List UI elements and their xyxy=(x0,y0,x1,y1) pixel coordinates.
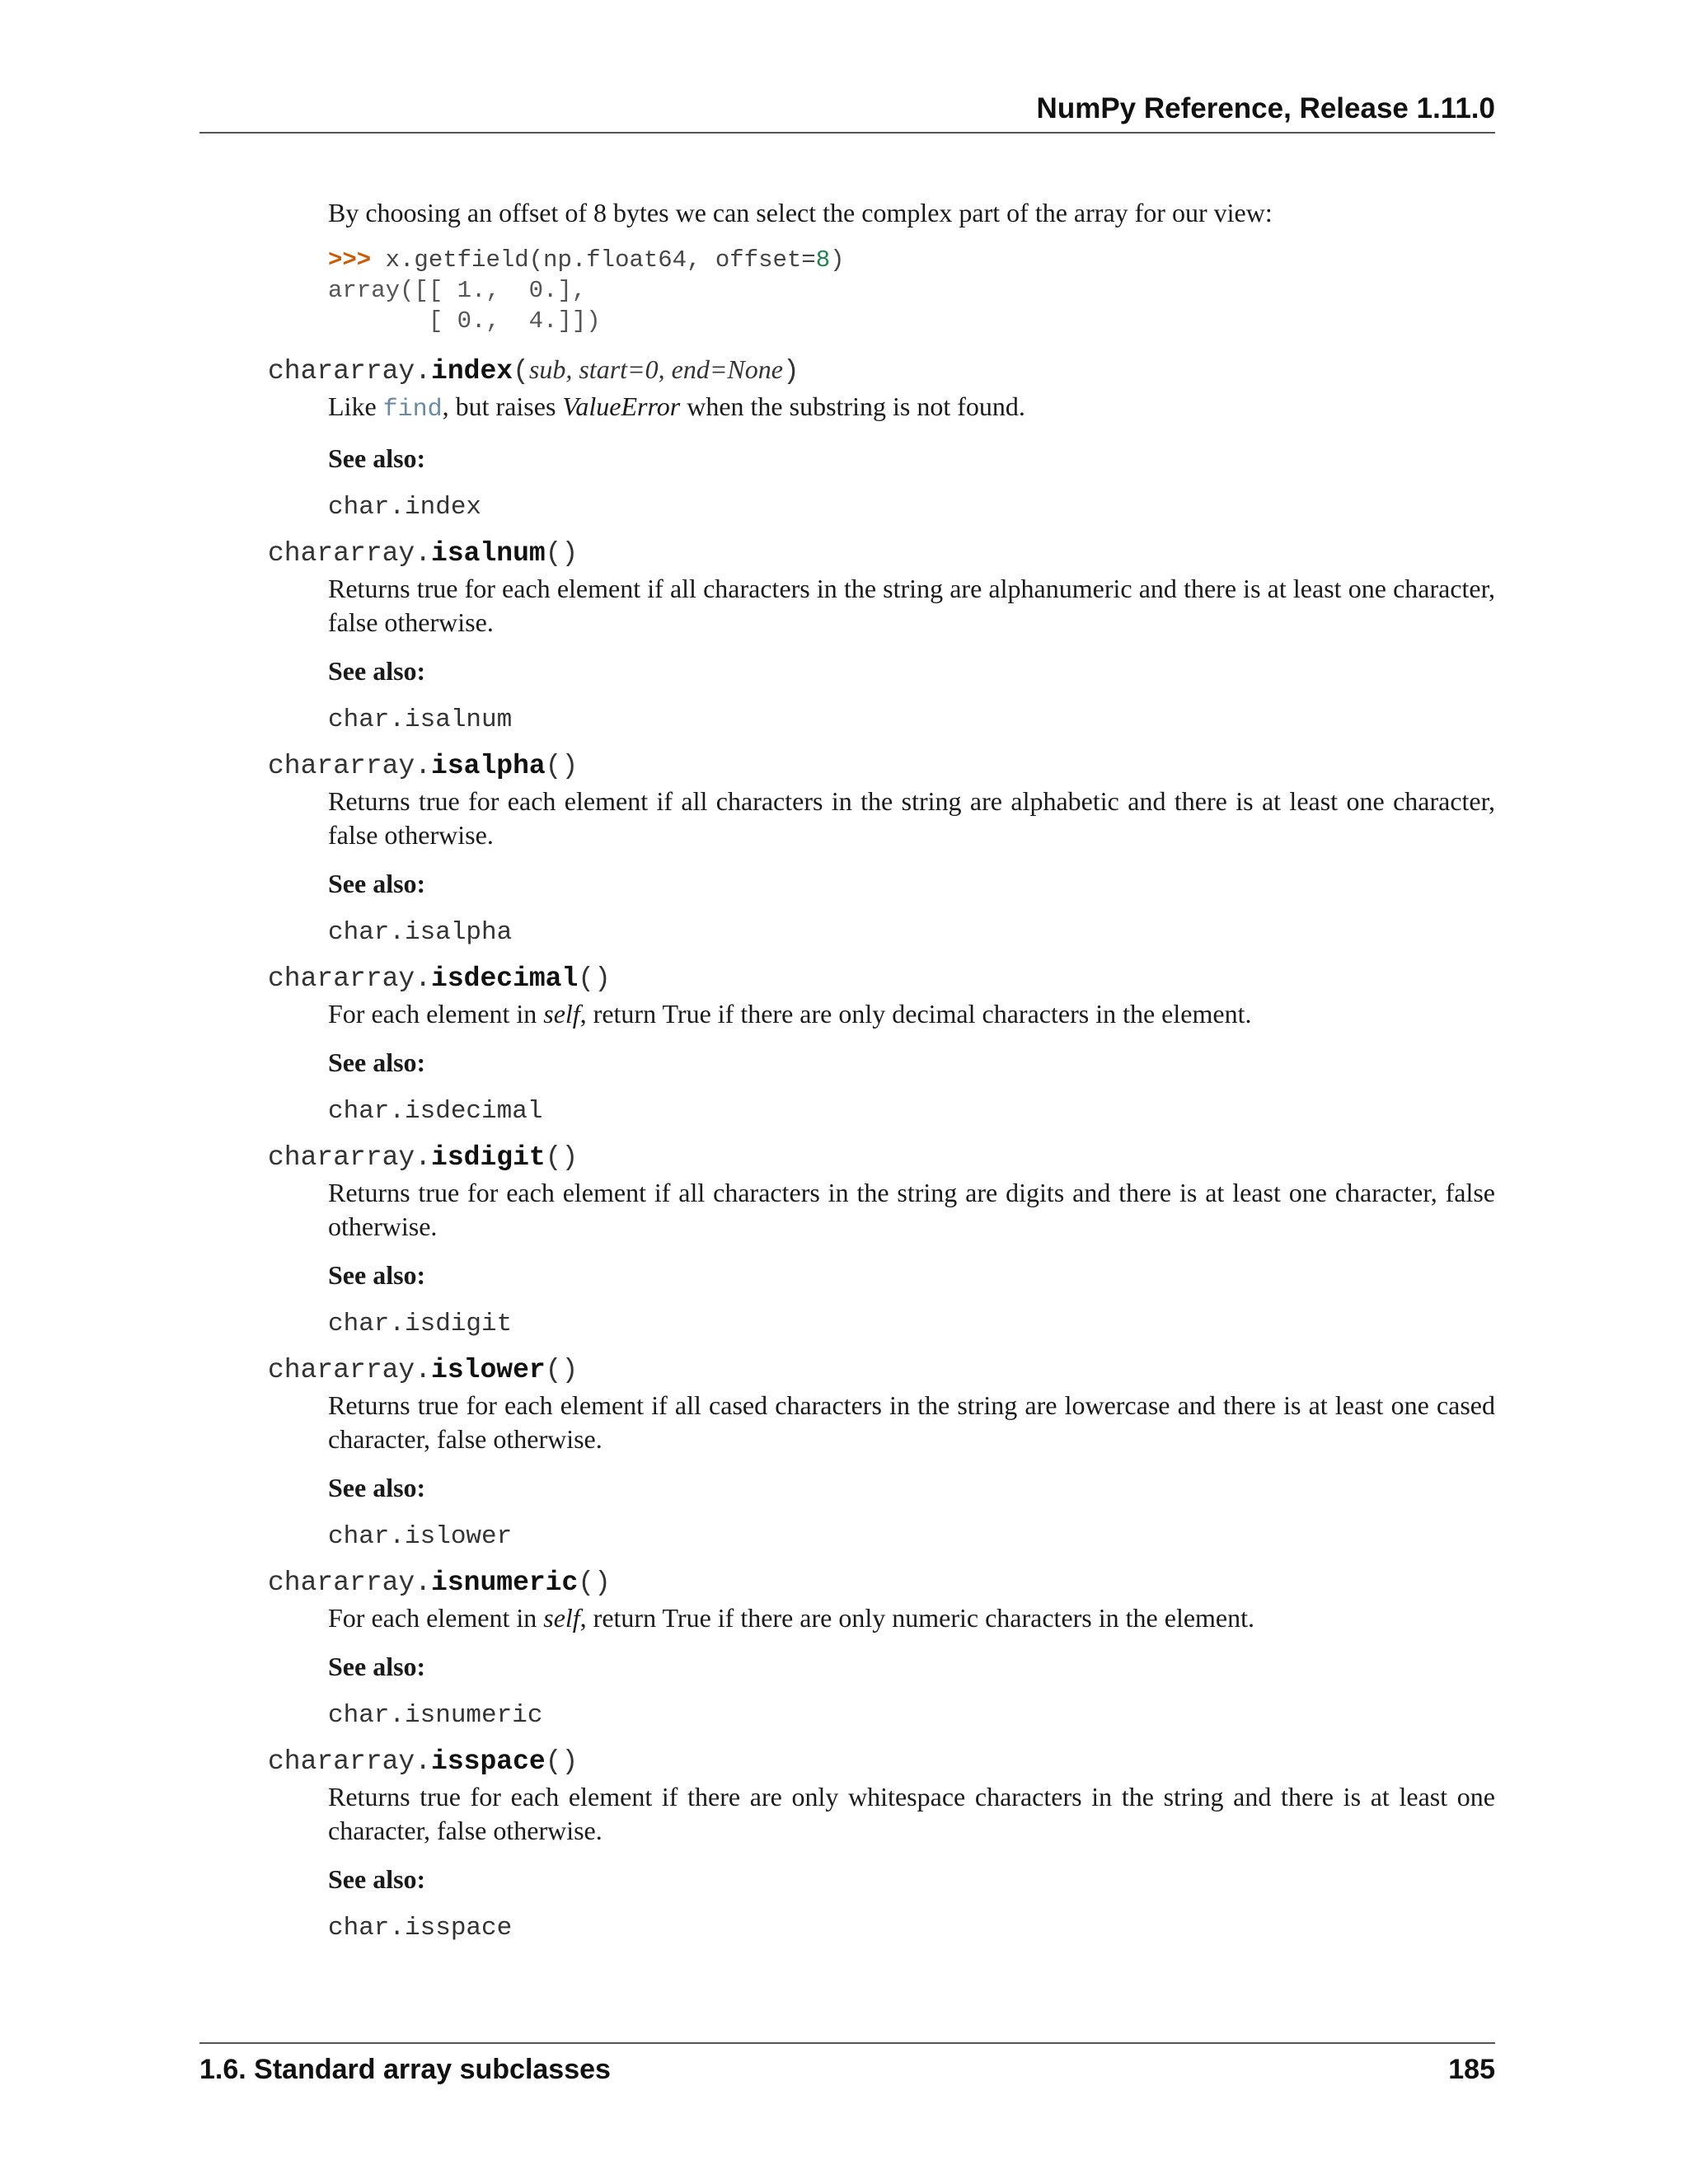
see-also-heading: See also: xyxy=(328,443,426,473)
method-entry-isalpha xyxy=(199,747,1495,949)
see-also-link[interactable]: char.index xyxy=(328,493,482,522)
method-name[interactable]: islower xyxy=(431,1355,546,1385)
method-signature: chararray.isalnum() xyxy=(268,538,579,569)
method-signature: chararray.index(sub, start=0, end=None) xyxy=(268,354,799,387)
class-name: chararray. xyxy=(268,356,432,387)
class-name: chararray. xyxy=(268,1568,432,1598)
method-entry-isdecimal xyxy=(199,959,1495,1128)
see-also-heading: See also: xyxy=(328,869,426,898)
code-prompt: >>> xyxy=(328,246,372,274)
method-description: Returns true for each element if all cased characters in the string are lowercase and there is at least one cased character, false otherwise. xyxy=(328,1390,1495,1454)
page-footer xyxy=(199,2042,1495,2093)
method-description: Like find, but raises ValueError when the substring is not found. xyxy=(328,391,1025,424)
method-name[interactable]: isdecimal xyxy=(431,963,579,994)
method-signature: chararray.islower() xyxy=(268,1355,579,1385)
method-signature: chararray.isalpha() xyxy=(268,751,579,781)
see-also-link[interactable]: char.isdecimal xyxy=(328,1097,543,1126)
see-also-heading: See also: xyxy=(328,1473,426,1502)
see-also-link[interactable]: char.isspace xyxy=(328,1914,513,1943)
class-name: chararray. xyxy=(268,1142,432,1173)
see-also-heading: See also: xyxy=(328,656,426,686)
method-name[interactable]: isnumeric xyxy=(431,1568,579,1598)
method-entry-isspace xyxy=(199,1742,1495,1945)
see-also-link[interactable]: char.isnumeric xyxy=(328,1701,543,1730)
method-name[interactable]: isspace xyxy=(431,1746,546,1777)
method-entry-index xyxy=(199,351,1495,524)
class-name: chararray. xyxy=(268,751,432,781)
class-name: chararray. xyxy=(268,1746,432,1777)
intro-text: By choosing an offset of 8 bytes we can select the complex part of the array for our view: xyxy=(328,198,1273,227)
method-name[interactable]: index xyxy=(431,356,513,387)
code-call: x.getfield(np.float64, offset= xyxy=(371,246,816,274)
method-description: Returns true for each element if all characters in the string are alphabetic and there is at least one character, false otherwise. xyxy=(328,786,1495,850)
class-name: chararray. xyxy=(268,1355,432,1385)
page-content xyxy=(199,196,1495,1945)
method-signature: chararray.isdecimal() xyxy=(268,963,611,994)
see-also-link[interactable]: char.isdigit xyxy=(328,1310,513,1338)
method-signature: chararray.isdigit() xyxy=(268,1142,579,1173)
method-entry-isnumeric xyxy=(199,1563,1495,1732)
method-name[interactable]: isdigit xyxy=(431,1142,546,1173)
see-also-heading: See also: xyxy=(328,1047,426,1077)
see-also-heading: See also: xyxy=(328,1260,426,1290)
see-also-link[interactable]: char.isalpha xyxy=(328,918,513,947)
method-description: For each element in self, return True if there are only numeric characters in the element. xyxy=(328,1603,1255,1633)
method-signature: chararray.isnumeric() xyxy=(268,1568,611,1598)
method-description: Returns true for each element if all characters in the string are alphanumeric and there is at least one character, false otherwise. xyxy=(328,574,1495,637)
method-entry-isdigit xyxy=(199,1138,1495,1341)
class-name: chararray. xyxy=(268,538,432,569)
footer-section-title: 1.6. Standard array subclasses xyxy=(199,2054,611,2085)
find-link[interactable]: find xyxy=(382,396,443,424)
method-name[interactable]: isalnum xyxy=(431,538,546,569)
header-title: NumPy Reference, Release 1.11.0 xyxy=(1036,92,1495,124)
code-call-end: ) xyxy=(830,246,845,274)
code-number: 8 xyxy=(815,246,831,274)
code-output-line: [ 0., 4.]]) xyxy=(328,307,601,335)
method-entry-isalnum xyxy=(199,534,1495,737)
method-entry-islower xyxy=(199,1351,1495,1554)
method-description: Returns true for each element if all characters in the string are digits and there is at least one character, false otherwise. xyxy=(328,1178,1495,1241)
code-example xyxy=(328,245,1495,336)
class-name: chararray. xyxy=(268,963,432,994)
see-also-link[interactable]: char.islower xyxy=(328,1522,513,1551)
method-description: Returns true for each element if there are only whitespace characters in the string and there is at least one character, false otherwise. xyxy=(328,1782,1495,1845)
see-also-link[interactable]: char.isalnum xyxy=(328,705,513,734)
method-name[interactable]: isalpha xyxy=(431,751,546,781)
see-also-heading: See also: xyxy=(328,1864,426,1894)
page-header xyxy=(199,92,1495,134)
method-signature: chararray.isspace() xyxy=(268,1746,579,1777)
method-description: For each element in self, return True if there are only decimal characters in the element. xyxy=(328,999,1252,1029)
see-also-heading: See also: xyxy=(328,1652,426,1681)
method-args: sub, start=0, end=None xyxy=(528,354,783,384)
code-output-line: array([[ 1., 0.], xyxy=(328,277,587,304)
page-number: 185 xyxy=(1448,2054,1495,2085)
